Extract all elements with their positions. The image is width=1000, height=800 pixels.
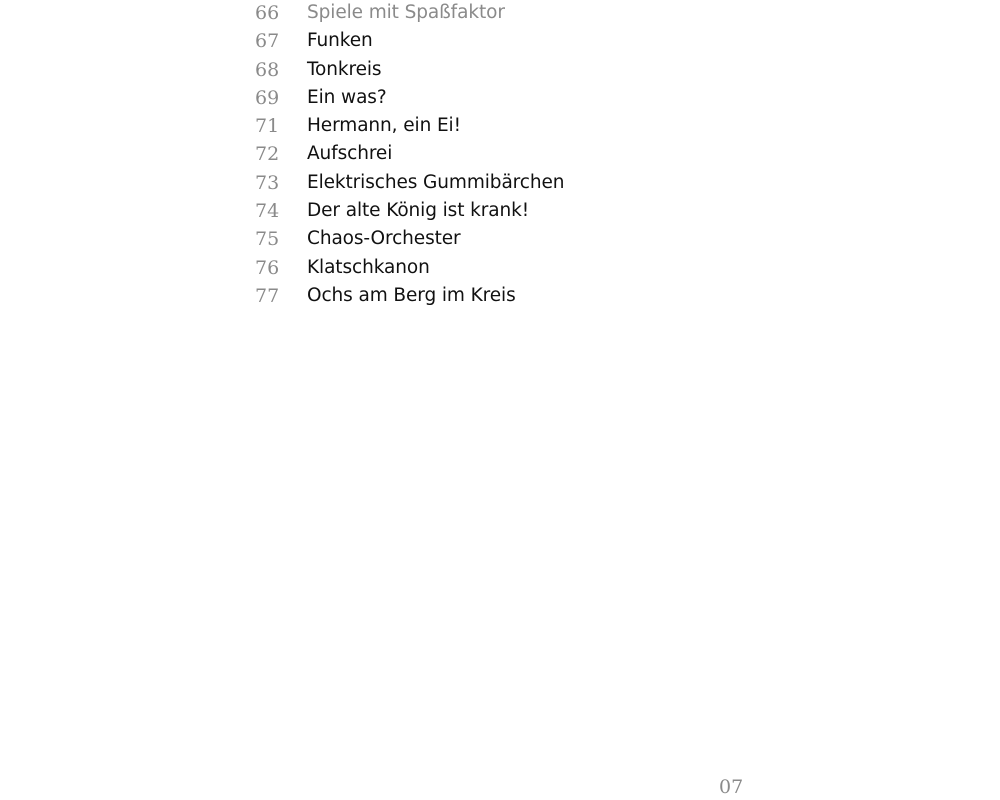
toc-page-number: 69: [255, 86, 280, 109]
toc-entry-title: Tonkreis: [307, 58, 382, 80]
toc-entry: [255, 283, 755, 311]
page-number: 07: [719, 776, 744, 798]
toc-entry: [255, 28, 755, 56]
toc-page-number: 77: [255, 284, 280, 307]
toc-entry: [255, 141, 755, 169]
toc-entry: [255, 170, 755, 198]
toc-entry-title: Aufschrei: [307, 143, 393, 165]
toc-page-number: 71: [255, 115, 280, 138]
toc-entry-title: Chaos-Orchester: [307, 228, 461, 250]
toc-section-heading: [255, 0, 755, 28]
toc-page-number: 76: [255, 256, 280, 279]
toc-page-number: 75: [255, 228, 280, 251]
toc-entry: [255, 226, 755, 254]
toc-entry-title: Ochs am Berg im Kreis: [307, 284, 516, 306]
toc-page-number: 73: [255, 171, 280, 194]
toc-entry: [255, 85, 755, 113]
toc-entry-title: Funken: [307, 30, 373, 52]
toc-entry-title: Der alte König ist krank!: [307, 200, 530, 222]
toc-page-number: 72: [255, 143, 280, 166]
toc-entry: [255, 198, 755, 226]
toc-page-number: 74: [255, 200, 280, 223]
toc-entry-title: Hermann, ein Ei!: [307, 115, 461, 137]
toc-page-number: 66: [255, 2, 280, 24]
toc-entry: [255, 255, 755, 283]
toc-entry-title: Klatschkanon: [307, 256, 430, 278]
toc-entry-title: Elektrisches Gummibärchen: [307, 171, 565, 193]
toc-entry: [255, 57, 755, 85]
table-of-contents: [255, 0, 755, 311]
toc-page-number: 68: [255, 58, 280, 81]
toc-entry-title: Ein was?: [307, 86, 387, 108]
toc-page-number: 67: [255, 30, 280, 53]
toc-entry: [255, 113, 755, 141]
toc-section-title: Spiele mit Spaßfaktor: [307, 2, 505, 23]
